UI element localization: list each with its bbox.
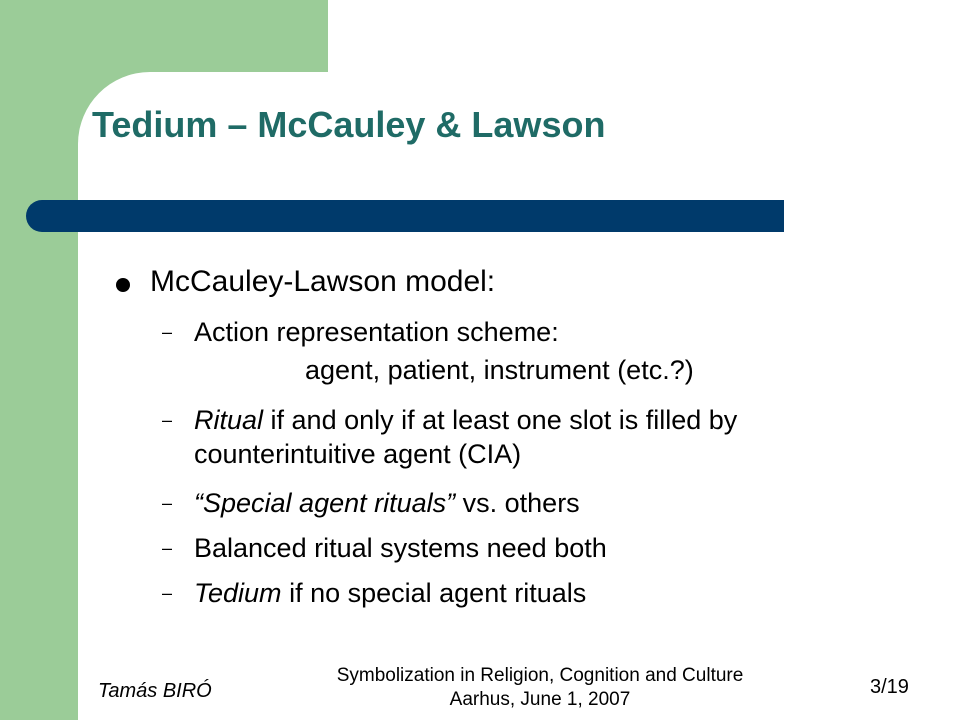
sub-item-5-rest: if no special agent rituals <box>281 578 587 608</box>
sub-item-4: Balanced ritual systems need both <box>194 533 607 563</box>
sub-item-3 <box>194 486 580 520</box>
sub-item-5-emphasis: Tedium <box>194 578 282 608</box>
sub-item-2-line-2: counterintuitive agent (CIA) <box>194 439 522 469</box>
sub-item-1-line-2: agent, patient, instrument (etc.?) <box>305 355 694 385</box>
sub-item-3-rest: vs. others <box>455 488 580 518</box>
footer-event-line-2: Aarhus, June 1, 2007 <box>449 689 631 710</box>
bullet-dot-icon <box>116 278 130 292</box>
sub-item-2-line-1 <box>194 403 737 437</box>
dash-icon: – <box>162 410 173 430</box>
sub-item-1-line-1: Action representation scheme: <box>194 317 559 347</box>
sub-item-2-rest: if and only if at least one slot is filled by <box>263 405 738 435</box>
sub-item-2-emphasis: Ritual <box>194 405 264 435</box>
page-number: 3/19 <box>870 676 909 698</box>
dash-icon: – <box>162 493 173 513</box>
sub-item-3-emphasis: “Special agent rituals” <box>194 488 456 518</box>
slide-title: Tedium – McCauley & Lawson <box>92 104 606 145</box>
footer-author: Tamás BIRÓ <box>98 680 212 702</box>
dash-icon: – <box>162 322 173 342</box>
dash-icon: – <box>162 583 173 603</box>
sub-item-5 <box>194 576 586 610</box>
footer-event <box>300 664 780 712</box>
bullet-main: McCauley-Lawson model: <box>150 265 496 298</box>
dash-icon: – <box>162 538 173 558</box>
footer-event-line-1: Symbolization in Religion, Cognition and Culture <box>336 665 744 686</box>
